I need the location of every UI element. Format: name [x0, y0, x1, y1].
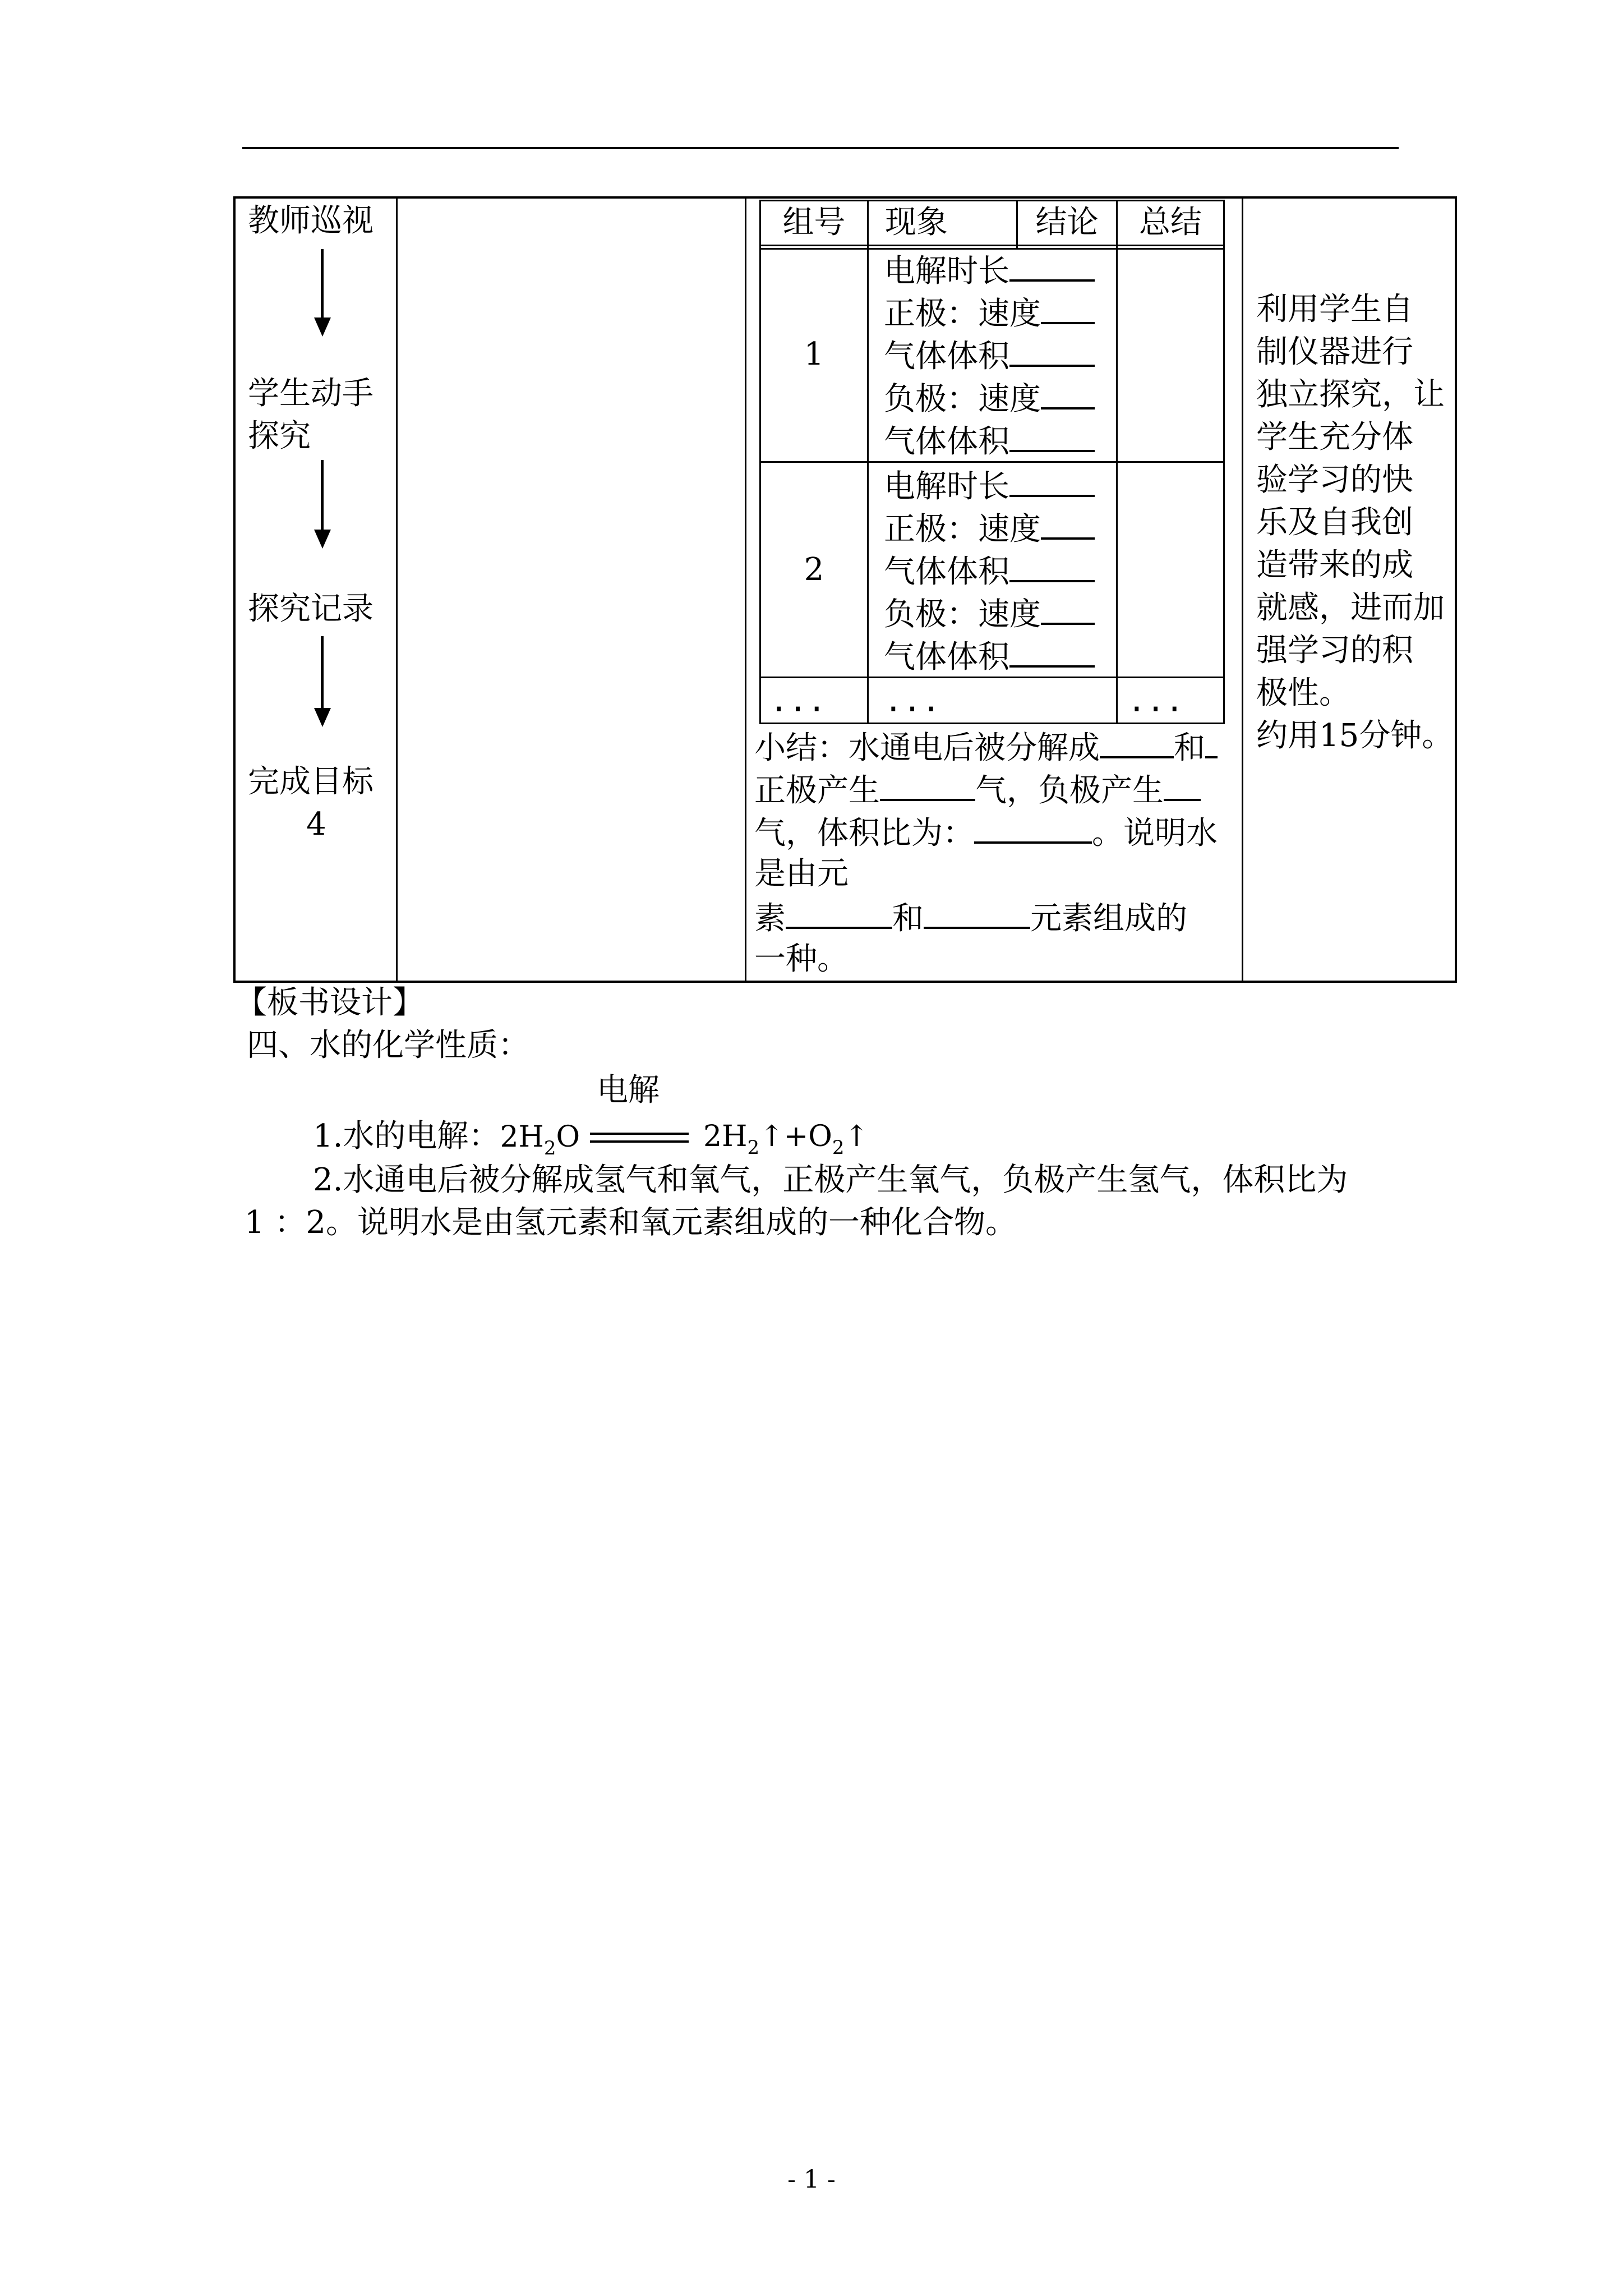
table-col-1: [233, 196, 236, 983]
flow-step-record: 探究记录: [248, 591, 374, 627]
equation-equals-top: [590, 1133, 689, 1135]
equation-equals-bottom: [590, 1140, 689, 1143]
record-table-right: [1223, 200, 1225, 724]
flow-arrow-3-icon: [314, 708, 331, 727]
formula-subscript: 2: [747, 1137, 760, 1159]
fill-blank: [924, 895, 1030, 929]
record-group-2-line-5: [884, 634, 1095, 679]
intent-line-1: 利用学生自: [1256, 291, 1413, 328]
fill-blank: [1009, 463, 1095, 497]
page-number: - 1 -: [787, 2165, 836, 2194]
formula-text: 2H: [703, 1120, 748, 1153]
summary-text: 。说明水: [1092, 815, 1218, 852]
flow-arrow-2-shaft: [321, 460, 324, 533]
board-point-2-line-1: 2.水通电后被分解成氢气和氧气，正极产生氧气，负极产生氢气，体积比为: [313, 1162, 1348, 1198]
record-header-summary: 总结: [1139, 204, 1202, 241]
record-table-left: [759, 200, 761, 724]
flow-step-complete-goal: 完成目标: [248, 763, 374, 800]
summary-line-5: [754, 895, 1235, 938]
record-group-1-line-2: [884, 291, 1095, 335]
record-ellipsis-phenomenon: ...: [884, 683, 941, 719]
summary-text: 正极产生: [754, 772, 880, 809]
record-header-conclusion: 结论: [1035, 204, 1099, 241]
table-col-5: [1455, 196, 1457, 983]
flow-step-hands-on: 学生动手: [248, 375, 374, 412]
table-top-border: [233, 196, 1457, 199]
record-table-col-4: [1116, 200, 1118, 724]
intent-line-7: 造带来的成: [1256, 547, 1413, 583]
summary-line-6: 一种。: [754, 941, 849, 977]
flow-step-goal-number: 4: [306, 806, 326, 843]
record-group-1-line-5: [884, 418, 1095, 463]
board-point-2-line-2: 1 ：2。说明水是由氢元素和氧元素组成的一种化合物。: [245, 1204, 1017, 1241]
record-ellipsis-group: ...: [769, 683, 827, 719]
record-line-label: 气体体积: [884, 639, 1009, 675]
record-line-label: 电解时长: [884, 468, 1009, 505]
record-group-2-line-2: [884, 506, 1095, 551]
summary-text: 和: [892, 900, 924, 937]
record-table-col-2: [867, 200, 869, 724]
fill-blank: [880, 767, 975, 801]
intent-line-9: 强学习的积: [1256, 632, 1413, 669]
record-group-1-line-4: [884, 376, 1095, 421]
record-ellipsis-summary: ...: [1127, 683, 1184, 719]
fill-blank: [1009, 549, 1095, 582]
fill-blank: [1041, 291, 1095, 324]
summary-text: 素: [754, 900, 786, 937]
fill-blank: [1009, 418, 1095, 452]
flow-arrow-3-shaft: [321, 636, 324, 711]
intent-line-8: 就感，进而加: [1256, 590, 1445, 626]
summary-line-4: 是由元: [754, 855, 849, 892]
record-line-label: 正极：速度: [884, 296, 1041, 332]
summary-text: 和: [1174, 730, 1205, 766]
table-col-4: [1242, 196, 1243, 983]
summary-text: 气，负极产生: [975, 772, 1164, 809]
fill-blank: [786, 895, 892, 929]
summary-line-3: [754, 810, 1235, 853]
summary-text: 气，体积比为：: [754, 815, 974, 852]
equation-reactant: [500, 1120, 580, 1159]
table-col-2: [396, 196, 398, 983]
record-group-1-number: 1: [804, 336, 824, 372]
record-group-2-line-3: [884, 549, 1095, 593]
flow-step-teacher-patrol: 教师巡视: [248, 203, 374, 239]
board-title: 【板书设计】: [236, 984, 424, 1021]
record-group-1-line-3: [884, 333, 1095, 378]
flow-arrow-1-shaft: [321, 249, 324, 321]
record-group-2-line-4: [884, 591, 1095, 636]
record-line-label: 气体体积: [884, 338, 1009, 375]
fill-blank: [1009, 248, 1095, 282]
record-line-label: 负极：速度: [884, 381, 1041, 417]
header-rule: [242, 147, 1399, 149]
formula-subscript: 2: [543, 1137, 556, 1159]
summary-line-1: [754, 725, 1235, 767]
fill-blank: [1009, 333, 1095, 367]
record-table-bottom: [759, 723, 1225, 724]
summary-line-2: [754, 767, 1235, 810]
record-line-label: 气体体积: [884, 424, 1009, 460]
summary-text: 小结：水通电后被分解成: [754, 730, 1100, 766]
flow-arrow-1-icon: [314, 318, 331, 337]
fill-blank: [1009, 634, 1095, 668]
record-line-label: 负极：速度: [884, 596, 1041, 633]
fill-blank: [974, 810, 1092, 844]
formula-text: O: [556, 1120, 580, 1154]
intent-line-10: 极性。: [1256, 675, 1350, 711]
record-group-2-number: 2: [804, 551, 824, 588]
intent-line-11: 约用15分钟。: [1256, 717, 1454, 754]
record-line-label: 气体体积: [884, 554, 1009, 590]
record-table-header-bottom: [759, 245, 1225, 246]
record-header-phenomenon: 现象: [885, 204, 948, 241]
fill-blank: [1041, 591, 1095, 625]
flow-step-explore: 探究: [248, 418, 311, 454]
gas-up-icon: ↑: [844, 1120, 869, 1153]
record-header-group: 组号: [782, 204, 846, 241]
fill-blank: [1100, 725, 1174, 758]
fill-blank: [1041, 506, 1095, 540]
record-line-label: 电解时长: [884, 253, 1009, 289]
intent-line-5: 验学习的快: [1256, 462, 1413, 498]
electrolysis-equation: [313, 1115, 580, 1162]
formula-subscript: 2: [832, 1137, 845, 1159]
equation-label: 1.水的电解：: [313, 1118, 500, 1154]
board-section-heading: 四、水的化学性质：: [247, 1027, 529, 1064]
fill-blank: [1164, 767, 1201, 801]
fill-blank: [1205, 725, 1218, 758]
record-summary: [754, 725, 1235, 981]
equation-products: [703, 1115, 869, 1161]
flow-arrow-2-icon: [314, 530, 331, 549]
fill-blank: [1041, 376, 1095, 409]
record-group-1-line-1: [884, 248, 1095, 293]
record-line-label: 正极：速度: [884, 511, 1041, 547]
formula-text: ↑+O: [759, 1120, 832, 1153]
intent-line-3: 独立探究，让: [1256, 376, 1445, 413]
formula-text: 2H: [500, 1120, 544, 1154]
summary-text: 元素组成的: [1030, 900, 1187, 937]
record-group-2-line-1: [884, 463, 1095, 508]
table-col-3: [745, 196, 746, 983]
intent-line-4: 学生充分体: [1256, 419, 1413, 455]
intent-line-6: 乐及自我创: [1256, 504, 1413, 541]
intent-line-2: 制仪器进行: [1256, 334, 1413, 370]
equation-condition: 电解: [597, 1072, 660, 1108]
